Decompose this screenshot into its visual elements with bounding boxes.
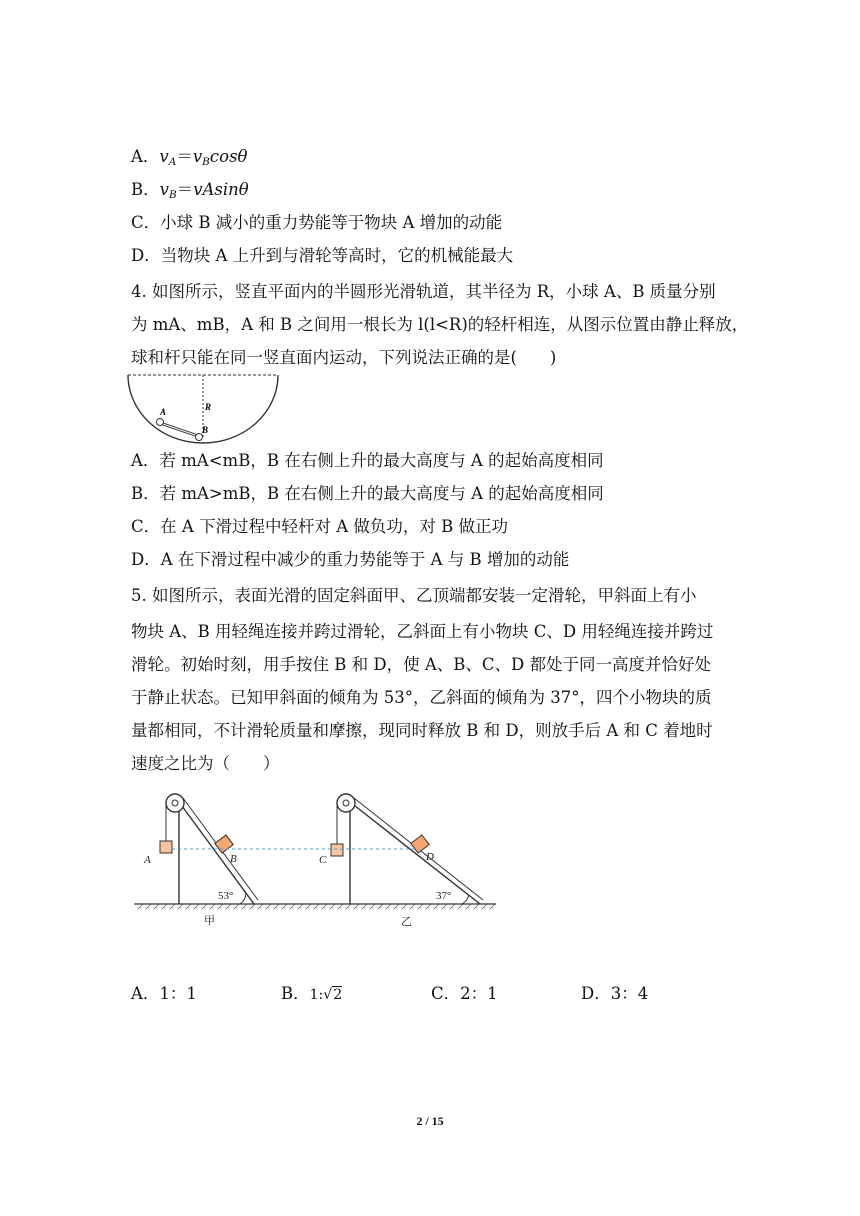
q3-option-c: C．小球 B 减小的重力势能等于物块 A 增加的动能 (131, 213, 503, 232)
q5-stem-line3: 滑轮。初始时刻，用手按住 B 和 D，使 A、B、C、D 都处于同一高度并恰好处 (131, 655, 711, 674)
q3-option-d: D．当物块 A 上升到与滑轮等高时，它的机械能最大 (131, 246, 514, 265)
q4-option-a: A．若 mA<mB，B 在右侧上升的最大高度与 A 的起始高度相同 (131, 451, 604, 470)
q4-stem-line2: 为 mA、mB，A 和 B 之间用一根长为 l(l<R)的轻杆相连，从图示位置由静止释放， (131, 315, 749, 334)
q5-option-c: C．2：1 (431, 984, 498, 1003)
q5-label-b: B (230, 853, 237, 865)
q5-option-d: D．3：4 (581, 984, 649, 1003)
q4-label-r: R (205, 402, 212, 412)
q5-label-a: A (144, 854, 151, 866)
q4-stem-line1: 4. 如图所示，竖直平面内的半圆形光滑轨道，其半径为 R，小球 A、B 质量分别 (131, 282, 716, 301)
q5-stem-line4: 于静止状态。已知甲斜面的倾角为 53°，乙斜面的倾角为 37°，四个小物块的质 (131, 688, 712, 707)
q4-semicircle-figure (126, 372, 282, 446)
q3-option-a-text: $v_A=v_B\cos\theta$ (159, 147, 248, 168)
page-number: 2 / 15 (416, 1114, 444, 1128)
q5-option-b: B．1:√2 (281, 984, 343, 1003)
q5-stem-line5: 量都相同，不计滑轮质量和摩擦，现同时释放 B 和 D，则放手后 A 和 C 着地时 (131, 721, 713, 740)
q3-option-a: A．$v_A=v_B\cos\theta$ (131, 147, 248, 168)
q4-option-c: C．在 A 下滑过程中轻杆对 A 做负功，对 B 做正功 (131, 517, 509, 536)
q5-stem-line6: 速度之比为（ ） (131, 754, 280, 773)
q3-option-b-text: $v_B=vAsin\theta$ (159, 180, 249, 201)
q3-option-b: B．$v_B=vAsin\theta$ (131, 180, 249, 201)
q4-stem-line3: 球和杆只能在同一竖直面内运动，下列说法正确的是( ) (131, 348, 557, 367)
q5-name-left: 甲 (204, 914, 215, 927)
q5-angle-right: 37° (436, 890, 452, 902)
q5-name-right: 乙 (401, 915, 412, 928)
q5-stem-line2: 物块 A、B 用轻绳连接并跨过滑轮，乙斜面上有小物块 C、D 用轻绳连接并跨过 (131, 622, 714, 641)
q4-option-b: B．若 mA>mB，B 在右侧上升的最大高度与 A 的起始高度相同 (131, 484, 604, 503)
q4-option-d: D．A 在下滑过程中减少的重力势能等于 A 与 B 增加的动能 (131, 550, 570, 569)
q5-angle-left: 53° (218, 890, 234, 902)
q5-label-d: D (426, 851, 434, 863)
q4-label-b: B (202, 425, 209, 435)
q5-stem-line1: 5. 如图所示，表面光滑的固定斜面甲、乙顶端都安装一定滑轮，甲斜面上有小 (131, 586, 697, 605)
q5-option-a: A．1：1 (131, 984, 197, 1003)
q4-label-a: A (160, 407, 167, 417)
q5-inclines-figure (130, 788, 500, 930)
q5-label-c: C (319, 854, 327, 866)
